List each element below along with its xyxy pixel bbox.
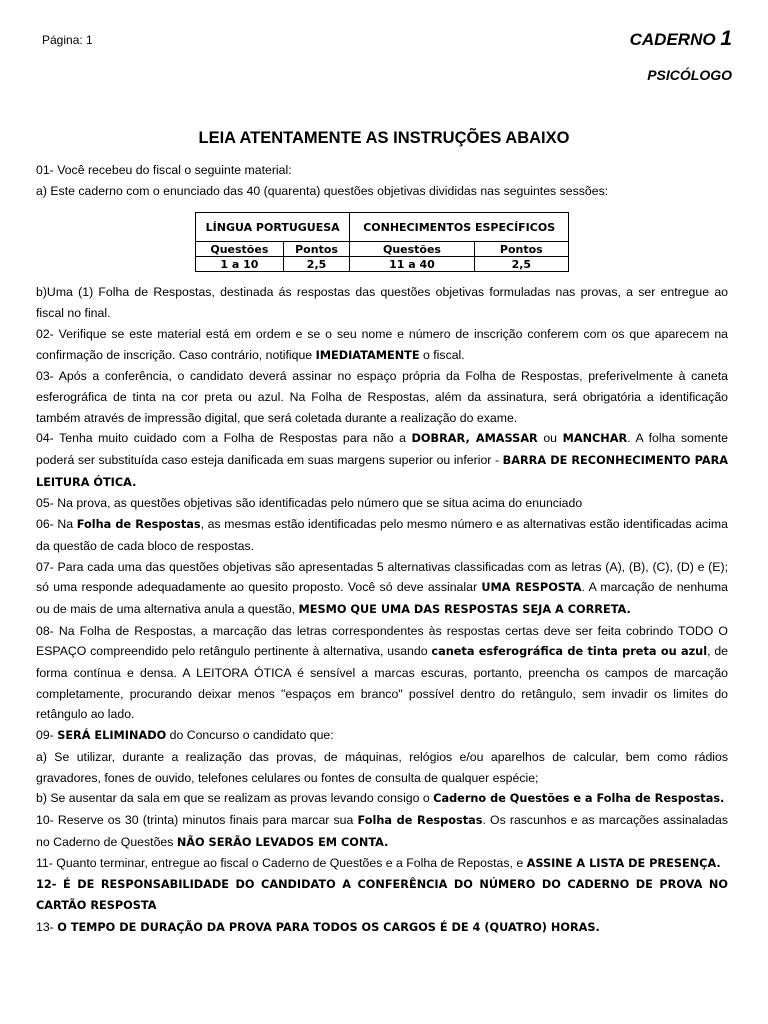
instruction-09a: a) Se utilizar, durante a realização das provas, de máquinas, relógios e/ou aparelhos de calcular, bem como rádios gravadores, fones de ouvido, telefones celulares ou fontes de consulta de qualquer espécie; bbox=[36, 749, 728, 785]
caderno-number: 1 bbox=[720, 27, 732, 50]
instruction-13: 13- O TEMPO DE DURAÇÃO DA PROVA PARA TODOS OS CARGOS É DE 4 (QUATRO) HORAS. bbox=[36, 919, 600, 934]
ce-pontos: 2,5 bbox=[474, 257, 568, 272]
instruction-04: 04- Tenha muito cuidado com a Folha de Respostas para não a DOBRAR, AMASSAR ou MANCHAR. A folha somente poderá ser substituída caso esteja danificada em suas margens superior ou inferior - BARRA DE RECONHECIMENTO PARA LEITURA ÓTICA. bbox=[36, 431, 729, 489]
instruction-09: 09- SERÁ ELIMINADO do Concurso o candidato que: bbox=[36, 728, 334, 743]
col-pontos: Pontos bbox=[474, 242, 568, 257]
instruction-12: 12- É DE RESPONSABILIDADE DO CANDIDATO A CONFERÊNCIA DO NÚMERO DO CADERNO DE PROVA NO CARTÃO RESPOSTA bbox=[36, 878, 728, 912]
instruction-07: 07- Para cada uma das questões objetivas são apresentadas 5 alternativas classificadas com as letras (A), (B), (C), (D) e (E); só uma responde adequadamente ao quesito proposto. Você só deve assinalar UMA RESPOSTA. A marcação de nenhuma ou de mais de uma alternativa anula a questão, MESMO QUE UMA DAS RESPOSTAS SEJA A CORRETA. bbox=[36, 559, 728, 616]
instruction-06: 06- Na Folha de Respostas, as mesmas estão identificadas pelo mesmo número e as alternativas estão identificadas acima da questão de cada bloco de respostas. bbox=[36, 517, 728, 553]
instructions-body bbox=[36, 160, 728, 938]
caderno-heading bbox=[630, 27, 732, 51]
instruction-01: 01- Você recebeu do fiscal o seguinte material: bbox=[36, 163, 292, 177]
instruction-10: 10- Reserve os 30 (trinta) minutos finais para marcar sua Folha de Respostas. Os rascunhos e as marcações assinaladas no Caderno de Questões NÃO SERÃO LEVADOS EM CONTA. bbox=[36, 812, 728, 849]
ce-questoes: 11 a 40 bbox=[350, 257, 474, 272]
col-questoes: Questões bbox=[196, 242, 284, 257]
score-table bbox=[195, 212, 569, 272]
group-conhecimentos-especificos: CONHECIMENTOS ESPECÍFICOS bbox=[350, 213, 569, 242]
instruction-11: 11- Quanto terminar, entregue ao fiscal o Caderno de Questões e a Folha de Repostas, e ASSINE A LISTA DE PRESENÇA. bbox=[36, 856, 721, 871]
group-lingua-portuguesa: LÍNGUA PORTUGUESA bbox=[196, 213, 350, 242]
page-title: LEIA ATENTAMENTE AS INSTRUÇÕES ABAIXO bbox=[198, 129, 570, 147]
instruction-05: 05- Na prova, as questões objetivas são identificadas pelo número que se situa acima do enunciado bbox=[36, 496, 583, 511]
instruction-08: 08- Na Folha de Respostas, a marcação das letras correspondentes às respostas certas deve ser feita cobrindo TODO O ESPAÇO compreendido pelo retângulo pertinente à alternativa, usando caneta esferográfica de tinta preta ou azul, de forma contínua e densa. A LEITORA ÓTICA é sensível a marcas escuras, portanto, preencha os campos de marcação completamente, procurando deixar menos "espaços em branco" possível dentro do retângulo, sem invadir os limites do retângulo ao lado. bbox=[36, 623, 728, 722]
col-questoes: Questões bbox=[350, 242, 474, 257]
instruction-09b: b) Se ausentar da sala em que se realizam as provas levando consigo o Caderno de Questões e a Folha de Respostas. bbox=[36, 791, 725, 806]
lp-questoes: 1 a 10 bbox=[196, 257, 284, 272]
instruction-01a: a) Este caderno com o enunciado das 40 (quarenta) questões objetivas divididas nas seguintes sessões: bbox=[36, 183, 609, 198]
instruction-02: 02- Verifique se este material está em ordem e se o seu nome e número de inscrição conferem com os que aparecem na confirmação de inscrição. Caso contrário, notifique IMEDIATAMENTE o fiscal. bbox=[36, 326, 728, 362]
col-pontos: Pontos bbox=[283, 242, 350, 257]
instruction-03: 03- Após a conferência, o candidato deverá assinar no espaço própria da Folha de Respostas, preferivelmente à caneta esferográfica de tinta na cor preta ou azul. Na Folha de Respostas, além da assinatura, será obrigatória a identificação também através de impressão digital, que será coletada durante a realização do exame. bbox=[36, 369, 728, 425]
page-number: Página: 1 bbox=[42, 33, 93, 47]
lp-pontos: 2,5 bbox=[283, 257, 350, 272]
caderno-word: CADERNO bbox=[629, 30, 716, 49]
instruction-01b: b)Uma (1) Folha de Respostas, destinada ás respostas das questões objetivas formuladas nas provas, a ser entregue ao fiscal no final. bbox=[36, 285, 728, 321]
cargo-title: PSICÓLOGO bbox=[647, 67, 732, 83]
